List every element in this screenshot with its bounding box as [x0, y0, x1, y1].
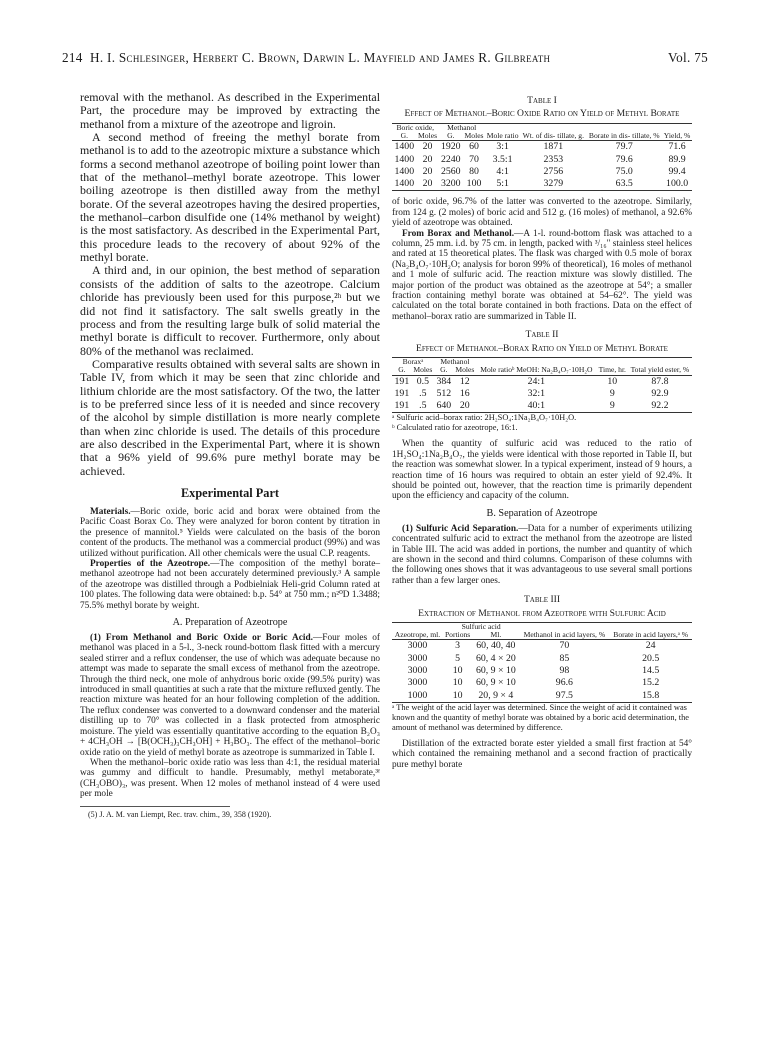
paragraph-text: —Four moles of methanol was placed in a 5-l., 3-neck round-bottom flask fitted with a mercury sealed stirrer and a reflux condenser, the use of which was adequate because no attempt was made to separate the small excess of methanol from the azeotrope. Through the third neck, one mole of anhydrous boric oxide (99.5% purity) was introduced in small quantities at such a rate that the mixture refluxed gently. The reaction mixture was heated for an hour following completion of the addition. The reflux condenser was converted to a downward condenser and the material distilling up to 70° was collected in a flask protected from atmospheric moisture. The yield was essentially quantitative according to the equation B₂O₃ + 4CH₃OH → [B(OCH₃)₃CH₃OH] + H₃BO₃. The effect of the methanol–boric oxide ratio on the yield of methyl borate as azeotrope is summarized in Table I.	[80, 633, 380, 758]
subsection-heading: B. Separation of Azeotrope	[486, 507, 598, 519]
run-in-heading: (1) Sulfuric Acid Separation.	[402, 523, 519, 534]
table-row	[392, 388, 692, 400]
table-cell: 89.9	[668, 153, 686, 165]
column-header: Methanol in acid layers, %	[523, 630, 606, 640]
table-cell: 3000	[407, 677, 428, 689]
run-in-heading: From Borax and Methanol.	[402, 228, 515, 239]
column-header: Yield, %	[663, 131, 691, 141]
table-cell: 3000	[407, 640, 428, 652]
table-cell: 4:1	[496, 165, 509, 177]
table-cell: 3279	[543, 178, 564, 190]
table-cell: 24:1	[527, 375, 546, 387]
table-cell: 79.6	[615, 153, 633, 165]
table-cell: 3000	[407, 652, 428, 664]
table-cell: 1400	[394, 153, 415, 165]
column-header: Portions	[444, 630, 471, 640]
running-header	[62, 50, 708, 70]
table-cell: 100.0	[666, 178, 689, 190]
table-cell: 20	[422, 153, 433, 165]
table-row	[392, 690, 692, 703]
table-row	[392, 640, 692, 653]
table-cell: 2560	[440, 165, 461, 177]
table-label: Table III	[523, 594, 561, 606]
page-number: 214	[62, 50, 83, 65]
table-row	[392, 375, 692, 388]
column-header: G.	[447, 131, 455, 141]
table-body	[392, 141, 692, 191]
paragraph	[80, 507, 380, 559]
table-label: Table II	[525, 329, 559, 341]
table-cell: 1400	[394, 165, 415, 177]
table-cell: 92.2	[651, 400, 669, 412]
column-header: Mole ratioᵇ MeOH: Na₂B₄O₇·10H₂O	[480, 365, 593, 375]
table-cell: 60, 9 × 10	[475, 677, 516, 689]
table-cell: 80	[469, 165, 479, 177]
table-cell: 98	[559, 665, 570, 677]
table-cell: 15.2	[642, 677, 660, 689]
table-cell: 20	[422, 178, 433, 190]
table-cell: 70	[469, 153, 479, 165]
table-cell: 15.8	[642, 689, 660, 701]
column-header: Moles	[455, 365, 475, 375]
paragraph	[80, 633, 380, 758]
table-row	[392, 166, 692, 178]
paragraph-text: —The composition of the methyl borate–methanol azeotrope had not been accurately determined previously.³ A sample of the azeotrope was distilled through a Podbielniak Heli-grid Column rated at 100 plates. The following data were obtained: b.p. 54° at 750 mm.; n²⁰D 1.3488; 75.5% methyl borate by weight.	[80, 559, 381, 611]
paragraph: When the methanol–boric oxide ratio was less than 4:1, the residual material was gummy and difficult to handle. Presumably, methyl metaborate,³ᶠ (CH₃OBO)₃, was present. When 12 moles of methanol instead of 4 were used per mole	[80, 757, 380, 800]
table-2	[392, 357, 692, 413]
column-header: Moles	[418, 131, 438, 141]
table-cell: 20, 9 × 4	[478, 689, 514, 701]
table-cell: .5	[419, 387, 427, 399]
column-header: G.	[440, 365, 448, 375]
column-header: Methanol	[447, 122, 477, 132]
table-cell: 0.5	[416, 375, 429, 387]
table-cell: 99.4	[668, 165, 686, 177]
footnote: (5) J. A. M. van Liempt, Rec. trav. chim., 39, 358 (1920).	[88, 809, 272, 819]
paragraph-text: —Data for a number of experiments utilizing concentrated sulfuric acid to extract the methanol from the azeotrope are listed in Table III. The acid was added in portions, the number and quantity of which are shown in the second and third columns. Comparison of these columns with the following ones shows that it was advantageous to use several small portions rather than a few larger ones.	[392, 523, 692, 586]
table-cell: 1920	[440, 141, 461, 153]
column-header: Sulfuric acid	[461, 622, 501, 632]
section-heading: Experimental Part	[180, 485, 279, 500]
table-cell: 97.5	[555, 689, 573, 701]
table-cell: 24	[645, 640, 656, 652]
paragraph: Distillation of the extracted borate ester yielded a small first fraction at 54° which contained the remaining methanol and a second fraction of practically pure methyl borate	[392, 738, 692, 770]
footnote-rule	[80, 806, 230, 807]
column-header: Azeotrope, ml.	[394, 630, 441, 640]
table-cell: 3200	[440, 178, 461, 190]
table-cell: 20.5	[642, 652, 660, 664]
table-cell: 20	[422, 141, 433, 153]
table-title: Effect of Methanol–Boric Oxide Ratio on Yield of Methyl Borate	[404, 108, 680, 120]
table-footnote: ᵃ The weight of the acid layer was determined. Since the weight of acid it contained was known and the quantity of methyl borate was obtained by a boric acid determination, the amount of methanol was determined by difference.	[392, 702, 689, 732]
table-cell: 1400	[394, 141, 415, 153]
table-cell: 71.6	[668, 141, 686, 153]
table-body	[392, 375, 692, 413]
table-cell: 70	[559, 640, 570, 652]
column-header: Boraxᵃ	[402, 357, 424, 367]
table-cell: 191	[394, 400, 410, 412]
table-row	[392, 665, 692, 677]
table-cell: 20	[422, 165, 433, 177]
table-cell: 20	[459, 400, 470, 412]
column-header: Borate in acid layers,ᵃ %	[613, 630, 689, 640]
table-label: Table I	[527, 95, 557, 106]
column-header: G.	[400, 131, 408, 141]
paragraph: Comparative results obtained with several salts are shown in Table IV, from which it may be seen that zinc chloride and lithium chloride are the most satisfactory. Of the two, the latter is to be preferred since less of it is needed and since recovery of the alcohol by simple distillation is more nearly complete than when zinc chloride is used. The details of this procedure are also described in the Experimental Part, where it is shown that a 96% yield of 99.6% pure methyl borate may be achieved.	[80, 356, 380, 478]
column-header: Mole ratio	[486, 131, 519, 141]
subsection-heading: A. Preparation of Azeotrope	[172, 617, 288, 629]
table-footnote: ᵃ Sulfuric acid–borax ratio: 2H₂SO₄:1Na₂B₄O₇·10H₂O.	[392, 413, 577, 423]
table-title: Effect of Methanol–Borax Ratio on Yield of Methyl Borate	[416, 342, 668, 354]
paragraph: When the quantity of sulfuric acid was reduced to the ratio of 1H₂SO₄:1Na₂B₄O₇, the yields were identical with those reported in Table II, but the reaction was somewhat slower. In a typical experiment, instead of 9 hours, a reaction time of 16 hours was required to obtain an ester yield of 92.4%. It should be pointed out, however, that the reaction time is primarily dependent upon the efficiency and capacity of the column.	[392, 439, 692, 502]
table-cell: 9	[609, 387, 615, 399]
table-cell: 640	[436, 400, 452, 412]
table-cell: 60, 4 × 20	[475, 652, 516, 664]
table-footnote: ᵇ Calculated ratio for azeotrope, 16:1.	[392, 423, 518, 433]
table-row	[392, 154, 692, 166]
run-in-heading: Properties of the Azeotrope.	[90, 559, 211, 569]
column-header: Time, hr.	[598, 365, 626, 375]
run-in-heading: (1) From Methanol and Boric Oxide or Boric Acid.	[90, 633, 313, 644]
table-cell: 96.6	[555, 677, 573, 689]
table-row	[392, 178, 692, 191]
table-row	[392, 653, 692, 665]
table-cell: 87.8	[651, 375, 669, 387]
run-in-heading: Materials.	[90, 506, 131, 517]
column-header: Total yield ester, %	[630, 365, 690, 375]
table-cell: 10	[452, 677, 463, 689]
table-1	[392, 123, 692, 192]
table-cell: .5	[419, 400, 427, 412]
paragraph: A third and, in our opinion, the best method of separation consists of the addition of salts to the azeotrope. Calcium chloride has previously been used for this purpose,²ʰ but we did not find it satisfactory. The salt swells greatly in the process and from the resulting large bulk of solid material the methyl borate is difficult to recover. Furthermore, only about 80% of the methanol was reclaimed.	[80, 263, 380, 358]
table-cell: 60, 9 × 10	[475, 665, 516, 677]
table-cell: 32:1	[527, 387, 546, 399]
table-row	[392, 141, 692, 154]
column-header: Methanol	[440, 357, 470, 367]
paragraph	[392, 229, 692, 323]
paragraph: A second method of freeing the methyl borate from methanol is to add to the azeotropic mixture a substance which forms a second methanol azeotrope of boiling point lower than that of the methanol–methyl borate azeotrope. This lower boiling azeotrope is then distilled away from the methyl borate. Of the several azeotropes having the desired properties, the methanol–carbon disulfide one (14% methanol by weight) is the most satisfactory. As described in the Experimental Part, this procedure leads to the recovery of about 92% of the methyl borate.	[80, 130, 380, 265]
table-3	[392, 622, 692, 703]
table-cell: 1400	[394, 178, 415, 190]
paragraph	[80, 559, 380, 611]
column-header: Moles	[413, 365, 433, 375]
table-cell: 1871	[543, 141, 564, 153]
table-cell: 3.5:1	[492, 153, 513, 165]
table-cell: 79.7	[615, 141, 633, 153]
table-cell: 10	[607, 375, 618, 387]
volume-label: Vol. 75	[668, 50, 708, 65]
table-cell: 16	[459, 387, 470, 399]
table-cell: 14.5	[642, 665, 660, 677]
column-header: Borate in dis- tillate, %	[588, 131, 660, 141]
table-cell: 512	[436, 387, 452, 399]
left-column	[80, 91, 380, 819]
table-cell: 10	[452, 665, 463, 677]
table-cell: 63.5	[615, 178, 633, 190]
table-cell: 3:1	[496, 141, 509, 153]
table-cell: 384	[436, 375, 452, 387]
table-row	[392, 677, 692, 689]
column-header: G.	[398, 365, 406, 375]
table-cell: 60	[469, 141, 479, 153]
table-title: Extraction of Methanol from Azeotrope with Sulfuric Acid	[418, 607, 666, 619]
table-cell: 2240	[440, 153, 461, 165]
table-cell: 3000	[407, 665, 428, 677]
running-authors: H. I. Schlesinger, Herbert C. Brown, Darwin L. Mayfield and James R. Gilbreath	[90, 50, 551, 65]
table-cell: 100	[466, 178, 482, 190]
table-cell: 92.9	[651, 387, 669, 399]
column-header: Boric oxide,	[396, 122, 435, 132]
right-column	[392, 91, 692, 770]
column-header: Ml.	[490, 630, 502, 640]
paragraph: removal with the methanol. As described in the Experimental Part, the procedure may be improved by extracting the methanol from a mixture of the azeotrope and ligroin.	[80, 90, 380, 131]
column-header: Moles	[464, 131, 484, 141]
table-cell: 10	[452, 689, 463, 701]
table-body	[392, 640, 692, 702]
table-cell: 40:1	[527, 400, 546, 412]
table-cell: 2756	[543, 165, 564, 177]
table-cell: 12	[459, 375, 470, 387]
paragraph-text: —Boric oxide, boric acid and borax were obtained from the Pacific Coast Borax Co. They were analyzed for boron content by titration in the presence of mannitol.⁵ Yields were calculated on the basis of the boron content of the products. The methanol was a commercial product (99%) and was utilized without purification. All other chemicals were the usual C.P. reagents.	[80, 506, 380, 559]
table-cell: 1000	[407, 689, 428, 701]
table-cell: 191	[394, 387, 410, 399]
column-header: Wt. of dis- tillate, g.	[522, 131, 584, 141]
table-cell: 60, 40, 40	[476, 640, 516, 652]
table-cell: 5:1	[496, 178, 509, 190]
paragraph: of boric oxide, 96.7% of the latter was converted to the azeotrope. Similarly, from 124 g. (2 moles) of boric acid and 512 g. (16 moles) of methanol, a 92.6% yield of azeotrope was obtained.	[392, 197, 692, 229]
table-cell: 9	[609, 400, 615, 412]
table-cell: 3	[455, 640, 461, 652]
table-row	[392, 400, 692, 413]
table-cell: 85	[559, 652, 570, 664]
table-cell: 5	[455, 652, 461, 664]
paragraph-text: —A 1-l. round-bottom flask was attached to a column, 25 mm. i.d. by 75 cm. in length, packed with ³/₁₆" stainless steel helices and rated at 15 theoretical plates. The flask was charged with 0.5 mole of borax (Na₂B₄O₇·10H₂O; analysis for boron 99% of theoretical), 16 moles of methanol and 1 mole of sulfuric acid. The reaction mixture was slowly distilled. The major portion of the product was obtained as the azeotrope at 54°; a smaller fraction containing methyl borate was obtained at 54–62°. The yield was calculated on the total borate contained in both fractions. Data on the effect of methanol–borax ratio are summarized in Table II.	[392, 228, 692, 322]
table-cell: 75.0	[615, 165, 633, 177]
table-cell: 2353	[543, 153, 564, 165]
paragraph	[392, 524, 692, 586]
table-cell: 191	[394, 375, 410, 387]
